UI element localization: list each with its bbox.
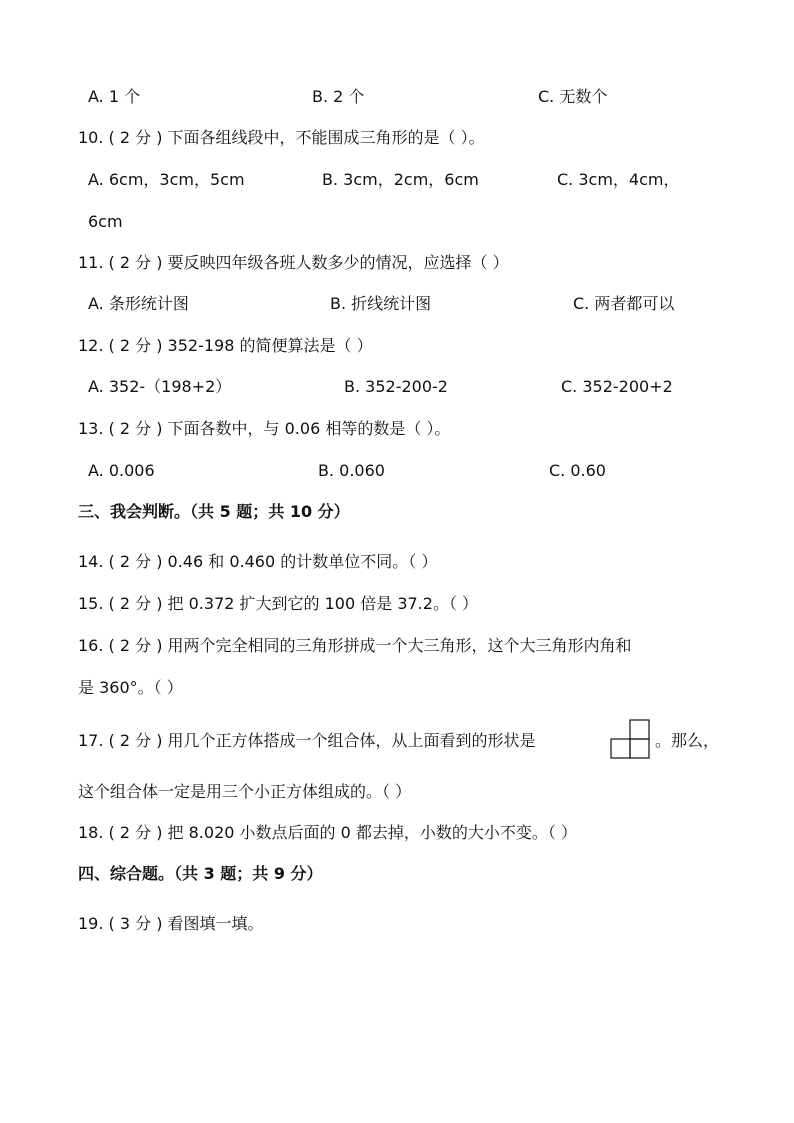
q10-option-c-wrap: 6cm (88, 212, 123, 231)
q15-text: 15. ( 2 分 ) 把 0.372 扩大到它的 100 倍是 37.2。（ ） (78, 594, 479, 613)
q10-option-c: C. 3cm，4cm， (557, 170, 680, 189)
q12-stem: 12. ( 2 分 ) 352-198 的简便算法是（ ） (78, 336, 373, 355)
q11-option-b: B. 折线统计图 (330, 294, 432, 313)
q17-line-1: 17. ( 2 分 ) 用几个正方体搭成一个组合体，从上面看到的形状是 (78, 731, 536, 750)
q17-line-1-end: 。那么， (655, 731, 720, 750)
q10-option-b: B. 3cm，2cm，6cm (322, 170, 479, 189)
q10-stem: 10. ( 2 分 ) 下面各组线段中，不能围成三角形的是（ ）。 (78, 128, 485, 147)
q13-stem: 13. ( 2 分 ) 下面各数中，与 0.06 相等的数是（ ）。 (78, 419, 451, 438)
q13-option-b: B. 0.060 (318, 461, 385, 480)
q10-option-a: A. 6cm，3cm，5cm (88, 170, 245, 189)
q19-text: 19. ( 3 分 ) 看图填一填。 (78, 914, 264, 933)
q13-option-c: C. 0.60 (549, 461, 606, 480)
top-view-figure (610, 719, 650, 759)
q11-stem: 11. ( 2 分 ) 要反映四年级各班人数多少的情况，应选择（ ） (78, 253, 509, 272)
q9-option-c: C. 无数个 (538, 87, 608, 106)
q18-text: 18. ( 2 分 ) 把 8.020 小数点后面的 0 都去掉，小数的大小不变。（ ） (78, 823, 577, 842)
q14-text: 14. ( 2 分 ) 0.46 和 0.460 的计数单位不同。（ ） (78, 552, 438, 571)
q13-option-a: A. 0.006 (88, 461, 155, 480)
q11-option-a: A. 条形统计图 (88, 294, 189, 313)
q16-line-1: 16. ( 2 分 ) 用两个完全相同的三角形拼成一个大三角形，这个大三角形内角和 (78, 636, 632, 655)
q9-option-b: B. 2 个 (312, 87, 365, 106)
q11-option-c: C. 两者都可以 (573, 294, 675, 313)
q16-line-2: 是 360°。（ ） (78, 678, 183, 697)
q12-option-b: B. 352-200-2 (344, 377, 448, 396)
section-4-heading: 四、综合题。（共 3 题；共 9 分） (78, 864, 323, 883)
q12-option-c: C. 352-200+2 (561, 377, 673, 396)
section-3-heading: 三、我会判断。（共 5 题；共 10 分） (78, 502, 350, 521)
q12-option-a: A. 352-（198+2） (88, 377, 232, 396)
q17-line-2: 这个组合体一定是用三个小正方体组成的。（ ） (78, 782, 412, 801)
q9-option-a: A. 1 个 (88, 87, 141, 106)
